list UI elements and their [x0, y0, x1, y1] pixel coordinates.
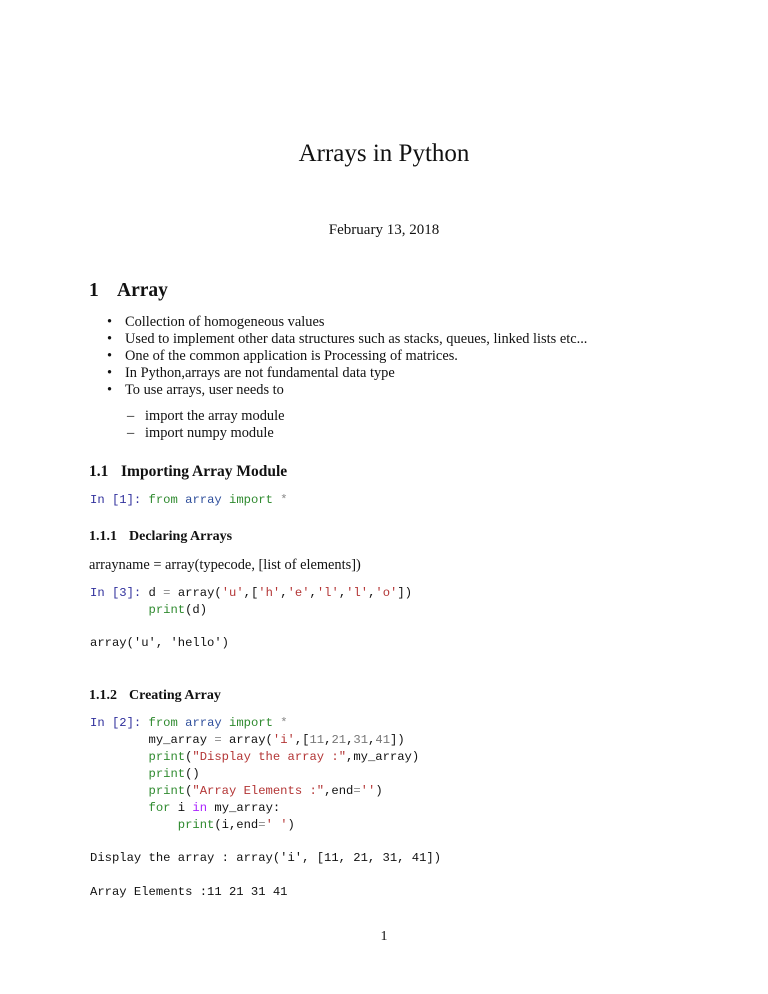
- number-literal: 41: [375, 733, 391, 747]
- code-token: my_array: [148, 733, 215, 747]
- string-literal: '': [360, 784, 376, 798]
- code-token: (: [185, 784, 193, 798]
- document-date: February 13, 2018: [328, 222, 440, 238]
- string-literal: "Array Elements :": [192, 784, 325, 798]
- number-literal: 11: [309, 733, 325, 747]
- subsubsection-heading-declaring: [89, 529, 232, 545]
- page-number: 1: [380, 929, 388, 944]
- code-token: ]): [390, 733, 405, 747]
- subsection-title: Importing Array Module: [121, 463, 288, 480]
- code-token: i: [170, 801, 193, 815]
- number-literal: 21: [331, 733, 347, 747]
- code-token: d: [148, 586, 164, 600]
- subsubsection-number: 1.1.1: [89, 529, 117, 544]
- string-literal: 'l': [346, 586, 369, 600]
- operator: =: [214, 733, 222, 747]
- code-token: ,[: [294, 733, 310, 747]
- cell-prompt: In [2]:: [90, 716, 142, 730]
- code-token: ,: [309, 586, 317, 600]
- list-item: • In Python,arrays are not fundamental data type: [107, 365, 587, 382]
- subsection-heading-importing: [89, 463, 287, 481]
- code-token: ,: [280, 586, 288, 600]
- string-literal: 'u': [221, 586, 244, 600]
- operator: *: [280, 493, 288, 507]
- subsubsection-title: Declaring Arrays: [129, 529, 233, 544]
- sub-bullet-list: [127, 408, 284, 442]
- code-token: (): [185, 767, 200, 781]
- code-cell-3: [90, 585, 412, 619]
- builtin-function: print: [148, 603, 186, 617]
- cell-output-2-line-1: Display the array : array('i', [11, 21, 31, 41]): [90, 851, 442, 865]
- string-literal: 'i': [272, 733, 295, 747]
- cell-prompt: In [1]:: [90, 493, 142, 507]
- code-token: ,: [338, 586, 347, 600]
- code-cell-1: [90, 492, 288, 509]
- code-token: ): [287, 818, 295, 832]
- code-token: ,: [368, 586, 376, 600]
- subsection-number: 1.1: [89, 463, 109, 480]
- list-item: • Used to implement other data structures such as stacks, queues, linked lists etc...: [107, 331, 587, 348]
- operator: *: [280, 716, 288, 730]
- keyword: import: [229, 493, 273, 507]
- builtin-function: print: [148, 784, 186, 798]
- code-token: (d): [185, 603, 208, 617]
- keyword: from: [148, 493, 178, 507]
- keyword: in: [192, 801, 208, 815]
- operator: =: [258, 818, 266, 832]
- cell-prompt: In [3]:: [90, 586, 142, 600]
- list-item: – import numpy module: [127, 425, 284, 442]
- cell-output-3: array('u', 'hello'): [90, 636, 229, 650]
- builtin-function: print: [148, 767, 186, 781]
- string-literal: 'l': [316, 586, 339, 600]
- section-heading-array: [89, 280, 168, 302]
- code-token: ,: [324, 733, 332, 747]
- section-number: 1: [89, 280, 99, 301]
- string-literal: "Display the array :": [192, 750, 347, 764]
- code-token: (i,end: [214, 818, 259, 832]
- document-title: Arrays in Python: [298, 140, 470, 167]
- code-token: ,: [346, 733, 354, 747]
- module-name: array: [185, 716, 222, 730]
- string-literal: 'e': [287, 586, 310, 600]
- operator: =: [353, 784, 361, 798]
- code-cell-2: [90, 715, 419, 834]
- code-token: ,end: [324, 784, 354, 798]
- list-item: • To use arrays, user needs to: [107, 382, 587, 399]
- builtin-function: print: [177, 818, 215, 832]
- string-literal: 'h': [258, 586, 281, 600]
- code-token: array(: [170, 586, 222, 600]
- keyword: from: [148, 716, 178, 730]
- syntax-paragraph: arrayname = array(typecode, [list of elements]): [89, 557, 361, 573]
- subsubsection-heading-creating: [89, 688, 221, 704]
- code-token: ,: [368, 733, 376, 747]
- code-token: ]): [397, 586, 413, 600]
- module-name: array: [185, 493, 222, 507]
- code-token: ,[: [243, 586, 259, 600]
- number-literal: 31: [353, 733, 369, 747]
- string-literal: 'o': [375, 586, 398, 600]
- code-token: ): [375, 784, 383, 798]
- keyword: for: [148, 801, 171, 815]
- code-token: ,my_array): [346, 750, 420, 764]
- builtin-function: print: [148, 750, 186, 764]
- section-title: Array: [117, 280, 168, 301]
- cell-output-2-line-2: Array Elements :11 21 31 41: [90, 885, 288, 899]
- bullet-list: [107, 314, 587, 399]
- code-token: my_array:: [207, 801, 281, 815]
- operator: =: [163, 586, 171, 600]
- subsubsection-title: Creating Array: [129, 688, 221, 703]
- list-item: • One of the common application is Processing of matrices.: [107, 348, 587, 365]
- string-literal: ' ': [265, 818, 288, 832]
- keyword: import: [229, 716, 273, 730]
- list-item: • Collection of homogeneous values: [107, 314, 587, 331]
- code-token: (: [185, 750, 193, 764]
- code-token: array(: [221, 733, 273, 747]
- list-item: – import the array module: [127, 408, 284, 425]
- subsubsection-number: 1.1.2: [89, 688, 117, 703]
